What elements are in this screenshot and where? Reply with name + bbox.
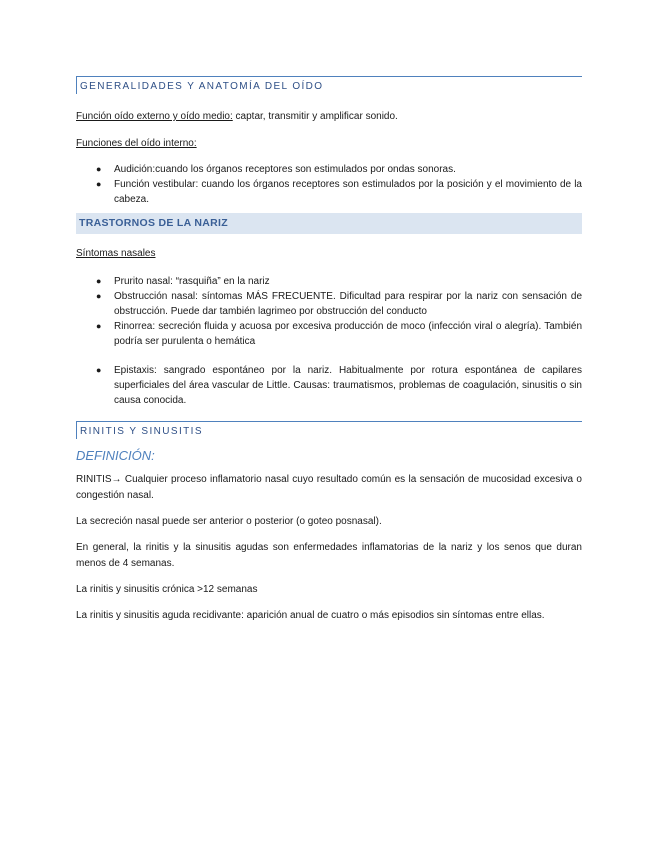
bullet-icon: ● [96,179,102,189]
bullet-icon: ● [96,365,102,375]
section-heading-generalidades: GENERALIDADES Y ANATOMÍA DEL OÍDO [76,76,582,94]
label-funcion-externo: Función oído externo y oído medio: [76,111,233,122]
label-funciones-interno: Funciones del oído interno: [76,138,197,149]
list-item: ● Función vestibular: cuando los órganos receptores son estimulados por la posición y el movimiento de la cabeza. [96,179,582,205]
paragraph-recidivante: La rinitis y sinusitis aguda recidivante: aparición anual de cuatro o más episodios sin síntomas entre ellas. [76,610,545,621]
list-item: ● Audición:cuando los órganos receptores son estimulados por ondas sonoras. [96,164,456,175]
text-funcion-externo: captar, transmitir y amplificar sonido. [232,111,398,122]
bullet-icon: ● [96,321,102,331]
paragraph-cronica: La rinitis y sinusitis crónica >12 semanas [76,584,258,595]
list-item: ● Prurito nasal: “rasquiña” en la nariz [96,276,270,287]
list-funciones-interno [76,162,582,207]
list-sintomas [76,274,582,408]
paragraph-secrecion: La secreción nasal puede ser anterior o posterior (o goteo posnasal). [76,516,382,527]
list-item: ● Rinorrea: secreción fluida y acuosa por excesiva producción de moco (infección viral o alegría). También podría ser purulenta o hemática [96,321,582,347]
list-item: ● Obstrucción nasal: síntomas MÁS FRECUENTE. Dificultad para respirar por la nariz con sensación de obstrucción. Puede dar también lagrimeo por obstrucción del conducto [96,291,582,317]
bullet-icon: ● [96,291,102,301]
paragraph-funcion-externo [76,109,582,125]
bullet-icon: ● [96,164,102,174]
bullet-icon: ● [96,276,102,286]
list-item: ● Epistaxis: sangrado espontáneo por la nariz. Habitualmente por rotura espontánea de capilares superficiales del área vascular de Little. Causas: traumatismos, problemas de coagulación, sinusitis o sin causa conocida. [96,365,582,406]
page-content [76,76,582,624]
paragraph-rinitis-def: RINITIS→ Cualquier proceso inflamatorio nasal cuyo resultado común es la sensación de mucosidad excesiva o congestión nasal. [76,474,582,501]
definition-label: DEFINICIÓN: [76,448,155,463]
paragraph-agudas: En general, la rinitis y la sinusitis agudas son enfermedades inflamatorias de la nariz y los senos que duran menos de 4 semanas. [76,542,582,569]
subheading-sintomas: Síntomas nasales [76,248,156,259]
section-heading-trastornos: TRASTORNOS DE LA NARIZ [76,213,582,234]
section-heading-rinitis: RINITIS Y SINUSITIS [76,421,582,439]
paragraph-funciones-interno [76,136,582,152]
